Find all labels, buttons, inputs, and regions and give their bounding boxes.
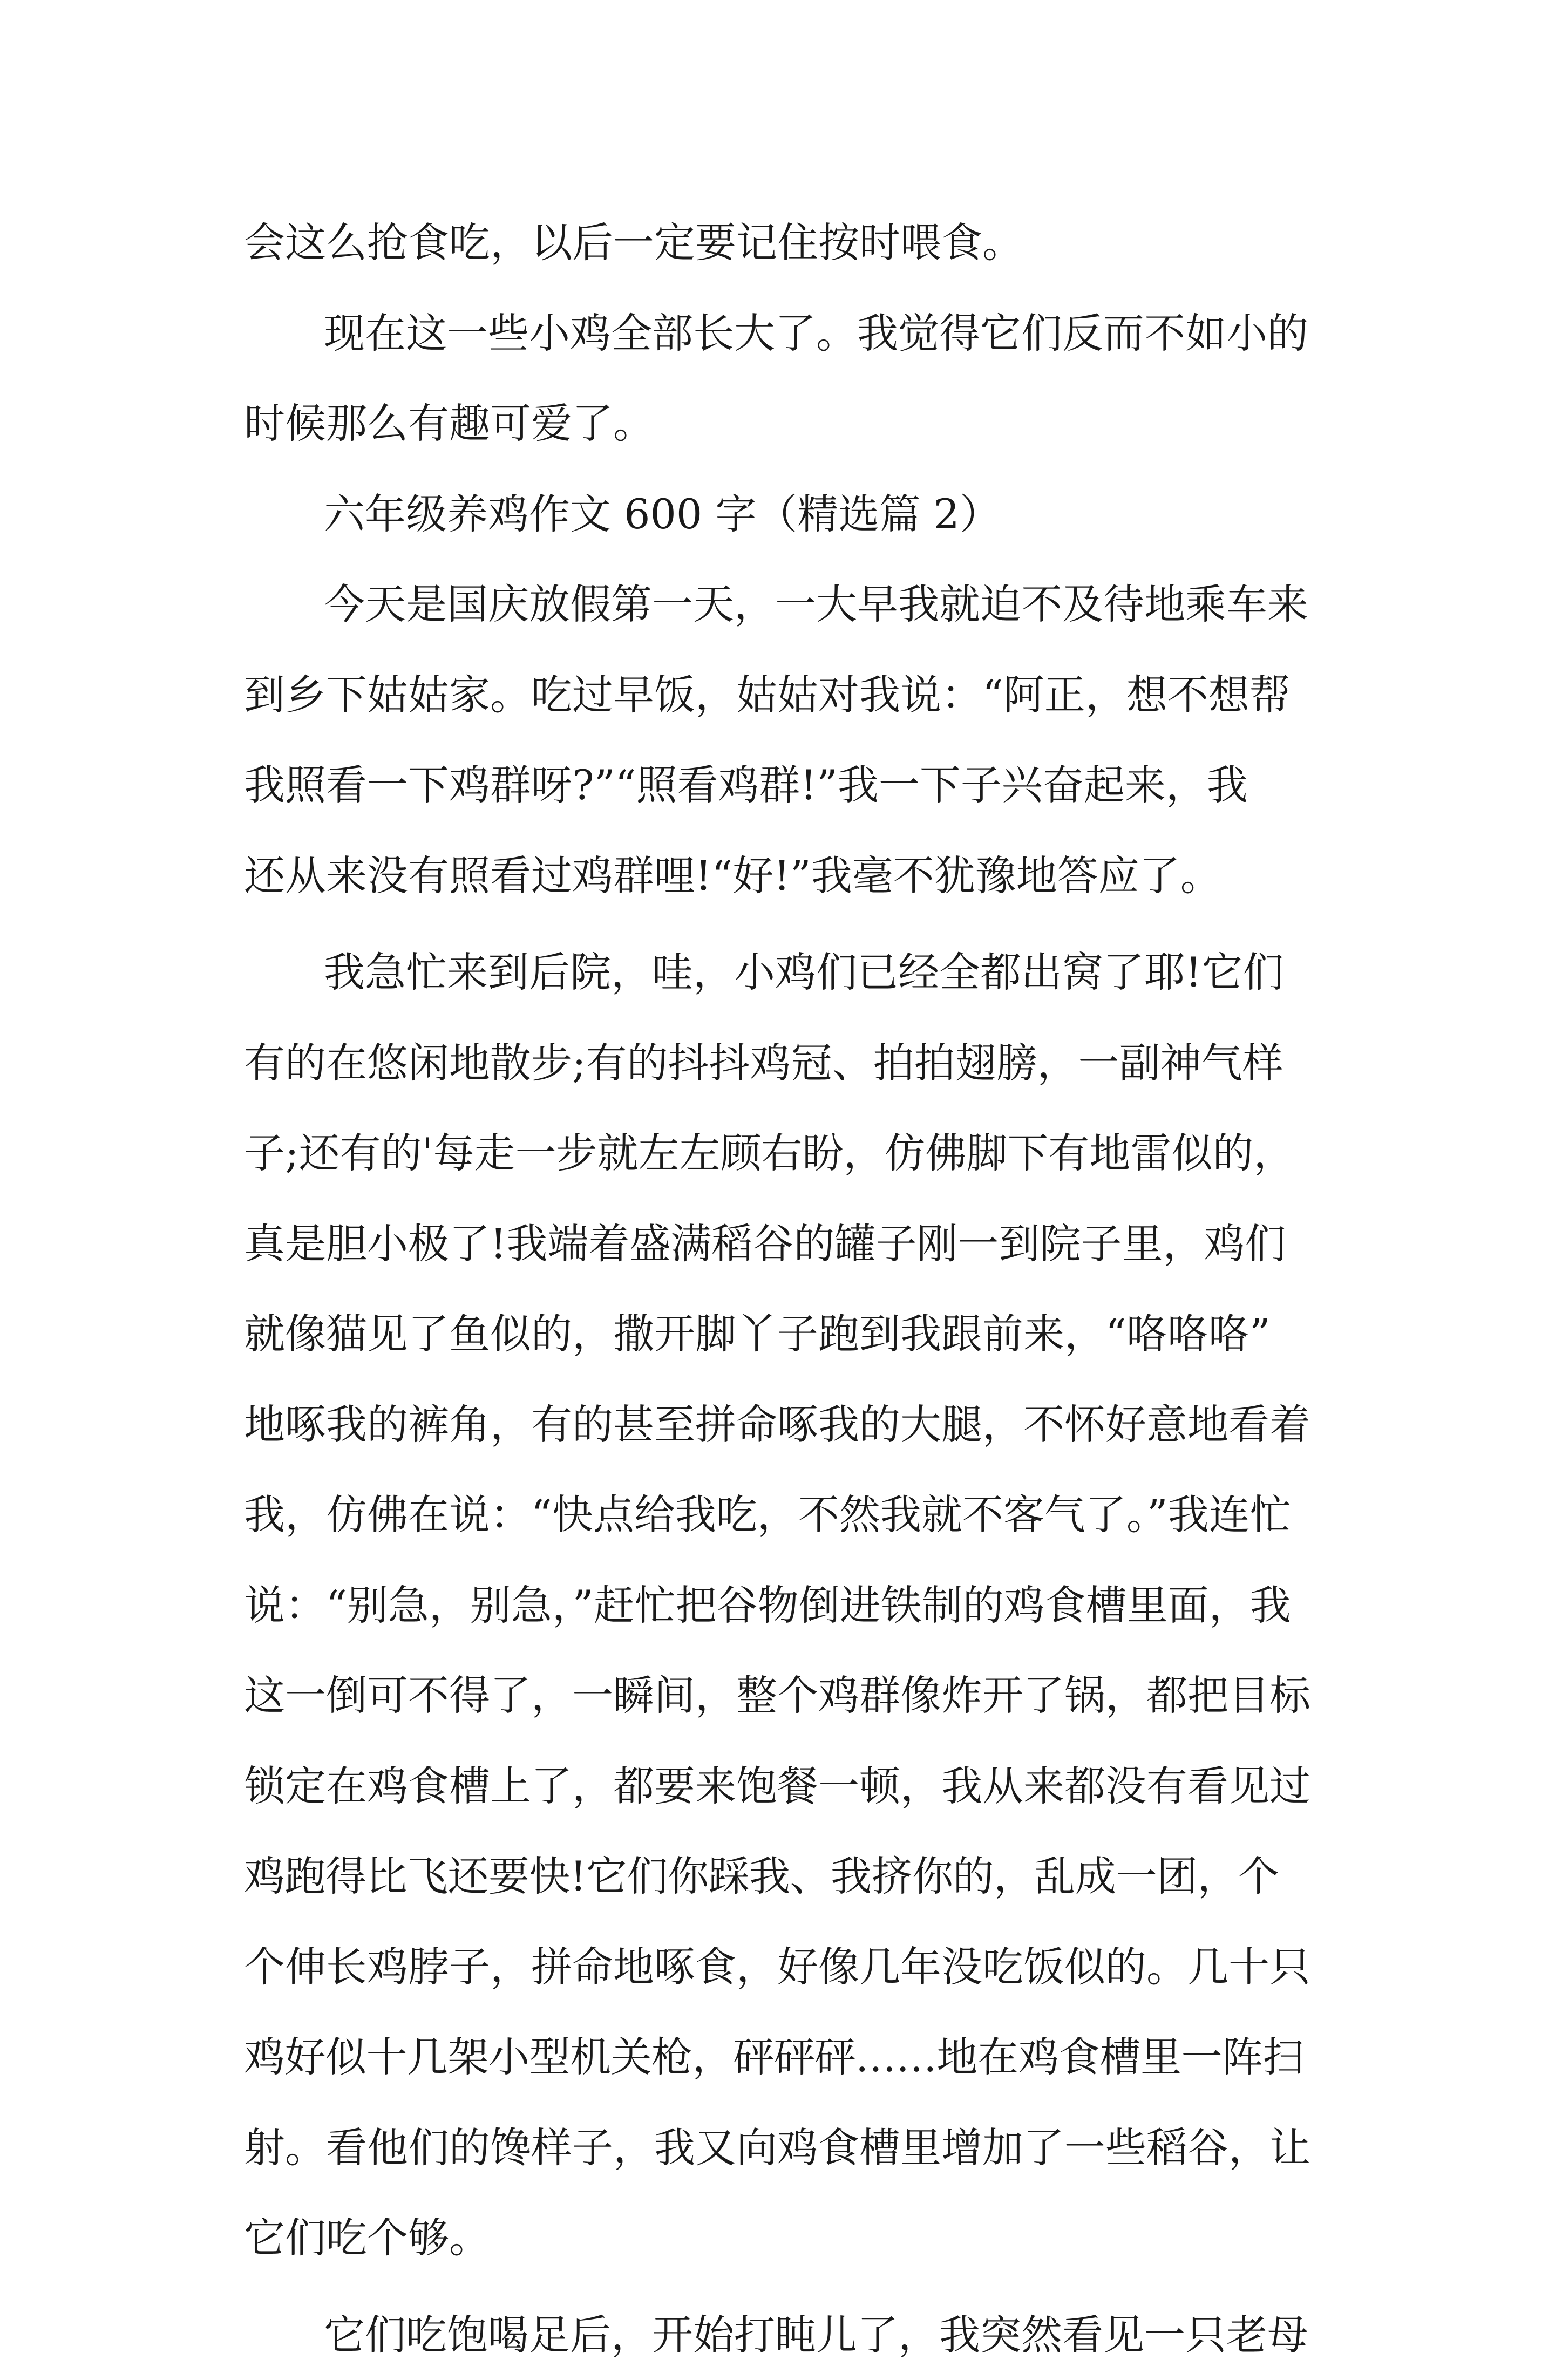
text-line: 还从来没有照看过鸡群哩!“好!”我毫不犹豫地答应了。 [244,831,1340,921]
text-line: 它们吃个够。 [244,2193,1340,2283]
text-line: 现在这一些小鸡全部长大了。我觉得它们反而不如小的 [244,288,1340,379]
text-line: 我，仿佛在说：“快点给我吃，不然我就不客气了。”我连忙 [244,1470,1340,1560]
text-line: 到乡下姑姑家。吃过早饭，姑姑对我说：“阿正，想不想帮 [244,650,1340,740]
section-heading: 六年级养鸡作文 600 字（精选篇 2） [244,469,1340,560]
text-line: 鸡好似十几架小型机关枪，砰砰砰……地在鸡食槽里一阵扫 [244,2012,1340,2103]
text-line: 它们吃饱喝足后，开始打盹儿了，我突然看见一只老母 [244,2290,1340,2380]
text-line: 我照看一下鸡群呀?”“照看鸡群!”我一下子兴奋起来，我 [244,740,1340,831]
document-body [244,198,1340,2380]
text-line: 说：“别急，别急，”赶忙把谷物倒进铁制的鸡食槽里面，我 [244,1560,1340,1651]
text-line: 真是胆小极了!我端着盛满稻谷的罐子刚一到院子里，鸡们 [244,1199,1340,1289]
text-line: 子;还有的'每走一步就左左顾右盼，仿佛脚下有地雷似的， [244,1108,1340,1199]
text-line: 锁定在鸡食槽上了，都要来饱餐一顿，我从来都没有看见过 [244,1741,1340,1832]
text-line: 这一倒可不得了，一瞬间，整个鸡群像炸开了锅，都把目标 [244,1650,1340,1741]
text-line: 会这么抢食吃，以后一定要记住按时喂食。 [244,198,1340,288]
text-line: 就像猫见了鱼似的，撒开脚丫子跑到我跟前来，“咯咯咯” [244,1289,1340,1379]
text-line: 今天是国庆放假第一天，一大早我就迫不及待地乘车来 [244,559,1340,650]
text-line: 我急忙来到后院，哇，小鸡们已经全都出窝了耶!它们 [244,927,1340,1018]
text-line: 时候那么有趣可爱了。 [244,378,1340,469]
text-line: 鸡跑得比飞还要快!它们你踩我、我挤你的，乱成一团，个 [244,1831,1340,1922]
text-line: 射。看他们的馋样子，我又向鸡食槽里增加了一些稻谷，让 [244,2103,1340,2193]
text-line: 个伸长鸡脖子，拼命地啄食，好像几年没吃饭似的。几十只 [244,1922,1340,2012]
text-line: 有的在悠闲地散步;有的抖抖鸡冠、拍拍翅膀，一副神气样 [244,1018,1340,1109]
text-line: 地啄我的裤角，有的甚至拼命啄我的大腿，不怀好意地看着 [244,1379,1340,1470]
